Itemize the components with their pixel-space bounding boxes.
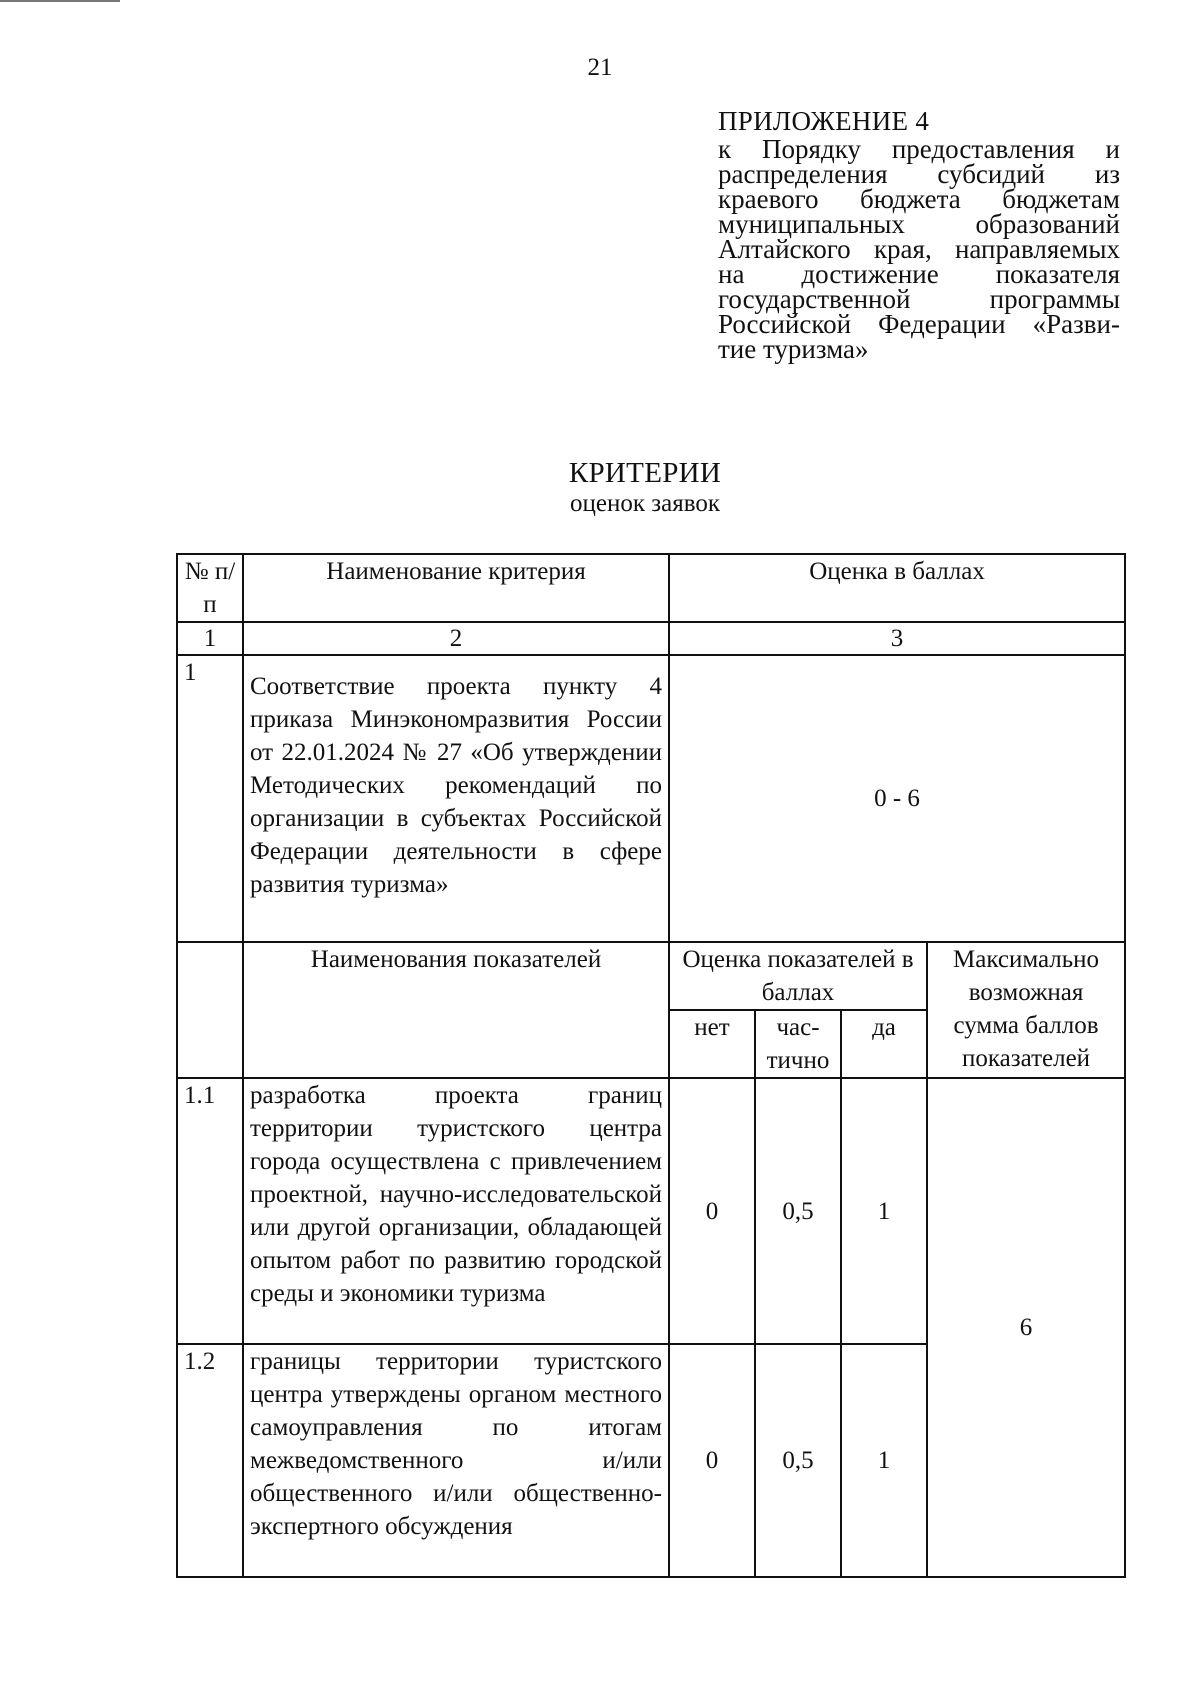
indicator-no: 0 [669,1078,755,1344]
sub-header-row [177,942,1125,1010]
criteria-table [176,553,1126,1578]
criterion-num: 1 [177,655,243,942]
criterion-row [177,655,1125,942]
criteria-title: КРИТЕРИИ [568,457,722,489]
appendix-block [718,106,1120,362]
sub-header-yes: да [841,1010,927,1078]
appendix-line: тие туризма» [718,334,869,364]
indicator-no: 0 [669,1344,755,1577]
sub-header-partly: час-тично [755,1010,841,1078]
header-num: № п/п [177,554,243,622]
appendix-title: ПРИЛОЖЕНИЕ 4 [718,106,930,136]
appendix-line: муниципальных образований [718,209,1120,239]
appendix-line: на достижение показателя [718,259,1120,289]
criterion-text: Соответствие проекта пункту 4 приказа Минэкономразвития России от 22.01.2024 № 27 «Об утверждении Методических рекомендаций по организации в субъектах Российской Федерации деятельности в сфере развития туризма» [243,655,669,942]
indicator-yes: 1 [841,1344,927,1577]
appendix-line: краевого бюджета бюджетам [718,184,1120,214]
indicator-text: границы территории туристского центра утверждены органом местного самоуправления по итогам межведомственного и/или общественного и/или общественно-экспертного обсуждения [243,1344,669,1577]
indicator-num: 1.1 [177,1078,243,1344]
col-number-3: 3 [669,622,1125,655]
col-number-2: 2 [243,622,669,655]
scan-edge-mark [0,0,120,2]
max-total-score: 6 [927,1078,1125,1577]
indicator-num: 1.2 [177,1344,243,1577]
header-name: Наименование критерия [243,554,669,622]
sub-header-indicator-score: Оценка показателей в баллах [669,942,927,1010]
appendix-line: Российской Федерации «Разви- [718,309,1120,339]
table-row [177,1078,1125,1344]
indicator-partly: 0,5 [755,1078,841,1344]
header-score: Оценка в баллах [669,554,1125,622]
appendix-line: Алтайского края, направляемых [718,234,1120,264]
sub-header-no: нет [669,1010,755,1078]
indicator-partly: 0,5 [755,1344,841,1577]
indicator-text: разработка проекта границ территории туристского центра города осуществлена с привлечением проектной, научно-исследовательской или другой организации, обладающей опытом работ по развитию городской среды и экономики туризма [243,1078,669,1344]
sub-header-max-sum: Максимально возможная сумма баллов показателей [927,942,1125,1078]
sub-header-empty [177,942,243,1078]
criteria-subtitle: оценок заявок [570,490,720,517]
page-number: 21 [587,54,613,81]
appendix-line: государственной программы [718,284,1120,314]
criterion-score: 0 - 6 [669,655,1125,942]
table-header-row [177,554,1125,622]
col-number-1: 1 [177,622,243,655]
appendix-line: к Порядку предоставления и [718,134,1120,164]
sub-header-indicators: Наименования показателей [243,942,669,1078]
column-number-row [177,622,1125,655]
indicator-yes: 1 [841,1078,927,1344]
appendix-line: распределения субсидий из [718,159,1120,189]
